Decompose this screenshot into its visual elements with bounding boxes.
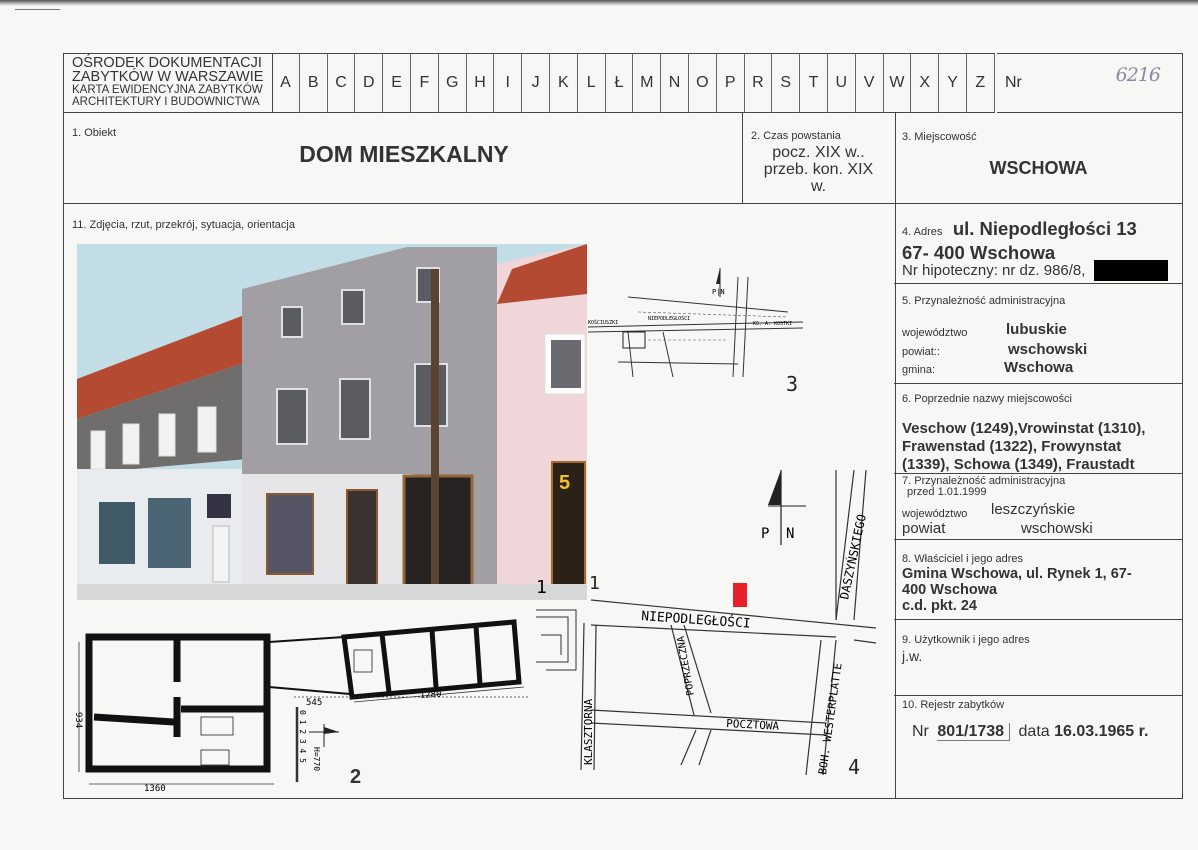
form-title-line2: ARCHITEKTURY I BUDOWNICTWA xyxy=(72,96,260,108)
letter-index-cell: D xyxy=(355,53,383,113)
svg-text:POPRZECZNA: POPRZECZNA xyxy=(675,635,697,697)
letter-index-cell: F xyxy=(411,53,439,113)
building-photo xyxy=(77,244,587,600)
address-label: 4. Adres xyxy=(902,226,943,238)
plan-number: 2 xyxy=(350,766,362,788)
creation-time-label: 2. Czas powstania xyxy=(751,130,841,142)
section-owner xyxy=(894,539,1183,620)
svg-text:1280: 1280 xyxy=(419,689,442,701)
svg-text:KLASZTORNA: KLASZTORNA xyxy=(582,698,595,765)
header-organization-cell xyxy=(63,53,273,113)
section-admin xyxy=(894,283,1183,384)
letter-index-cell: R xyxy=(745,53,773,113)
svg-text:0 1 2 3 4 5: 0 1 2 3 4 5 xyxy=(298,710,307,763)
section-user xyxy=(894,619,1183,696)
admin-label: 5. Przynależność administracyjna xyxy=(902,295,1066,307)
svg-text:H=770: H=770 xyxy=(312,747,321,772)
redacted-block xyxy=(1094,260,1168,281)
svg-text:5: 5 xyxy=(559,472,571,494)
letter-index-cell: B xyxy=(300,53,328,113)
former-names-line3: (1339), Schowa (1349), Fraustadt xyxy=(902,456,1135,473)
svg-text:DASZYŃSKIEGO: DASZYŃSKIEGO xyxy=(837,512,869,601)
letter-index-cell: H xyxy=(467,53,495,113)
owner-line1: Gmina Wschowa, ul. Rynek 1, 67- xyxy=(902,566,1132,582)
scan-edge-shadow xyxy=(0,0,1198,6)
letter-index-cell: X xyxy=(911,53,939,113)
letter-index-cell: L xyxy=(578,53,606,113)
section-object xyxy=(63,113,743,204)
admin-commune-value: Wschowa xyxy=(1004,359,1074,376)
object-label: 1. Obiekt xyxy=(72,127,117,139)
svg-text:N: N xyxy=(786,526,795,542)
svg-text:934: 934 xyxy=(73,712,83,729)
svg-text:KOŚCIUSZKI: KOŚCIUSZKI xyxy=(588,320,619,326)
admin-old-county-value: wschowski xyxy=(1021,520,1093,537)
large-map-number: 4 xyxy=(848,755,861,779)
register-date-value: 16.03.1965 r. xyxy=(1054,723,1149,740)
creation-time-line2: przeb. kon. XIX xyxy=(763,161,874,178)
admin-old-label: 7. Przynależność administracyjna xyxy=(902,475,1066,487)
svg-text:KS. A. KOSTKI: KS. A. KOSTKI xyxy=(753,321,793,327)
photos-label: 11. Zdjęcia, rzut, przekrój, sytuacja, orientacja xyxy=(72,219,295,231)
svg-text:BOH. WESTERPLATTE: BOH. WESTERPLATTE xyxy=(816,662,845,776)
letter-index-cell: J xyxy=(522,53,550,113)
admin-county-label: powiat:: xyxy=(902,346,940,358)
admin-commune-label: gmina: xyxy=(902,364,936,376)
card-number-label: Nr xyxy=(1005,74,1022,91)
locality-label: 3. Miejscowość xyxy=(902,131,977,143)
letter-index-cell: Ł xyxy=(606,53,634,113)
creation-time-line3: w. xyxy=(810,178,827,195)
letter-index-cell: C xyxy=(328,53,356,113)
locality-value: WSCHOWA xyxy=(989,158,1088,178)
owner-label: 8. Właściciel i jego adres xyxy=(902,553,1024,565)
register-nr-prefix: Nr xyxy=(912,723,929,740)
user-value: j.w. xyxy=(902,648,923,664)
photo-number: 1 xyxy=(589,573,600,594)
owner-line3: c.d. pkt. 24 xyxy=(902,598,977,614)
register-date-prefix: data xyxy=(1018,723,1050,740)
svg-text:POCZTOWA: POCZTOWA xyxy=(725,717,780,733)
admin-old-voivodeship-value: leszczyńskie xyxy=(991,501,1076,518)
object-value: DOM MIESZKALNY xyxy=(299,141,509,167)
admin-old-county-label: powiat xyxy=(902,520,946,537)
letter-index-cell: T xyxy=(800,53,828,113)
admin-voivodeship-label: województwo xyxy=(902,327,968,339)
org-name-line1: OŚRODEK DOKUMENTACJI xyxy=(72,55,262,71)
section-register xyxy=(894,695,1183,799)
form-title-line1: KARTA EWIDENCYJNA ZABYTKÓW xyxy=(72,84,263,96)
section-locality xyxy=(894,113,1183,204)
letter-index-cell: Z xyxy=(967,53,995,113)
section-address xyxy=(894,202,1183,284)
scan-mark xyxy=(15,9,60,10)
section-creation-time xyxy=(741,113,896,204)
small-situation-map xyxy=(588,262,808,402)
svg-text:NIEPODLEGŁOŚCI: NIEPODLEGŁOŚCI xyxy=(648,316,691,322)
letter-index-cell: P xyxy=(717,53,745,113)
admin-old-date: przed 1.01.1999 xyxy=(907,486,987,498)
letter-index-cell: Y xyxy=(939,53,967,113)
svg-text:545: 545 xyxy=(306,698,323,708)
small-map-number: 3 xyxy=(786,372,799,396)
address-street: ul. Niepodległości 13 xyxy=(952,218,1137,239)
section-admin-before-1999 xyxy=(894,473,1183,540)
user-label: 9. Użytkownik i jego adres xyxy=(902,634,1030,646)
letter-index-cell: N xyxy=(661,53,689,113)
letter-index-cell: K xyxy=(550,53,578,113)
svg-text:1360: 1360 xyxy=(144,784,166,794)
svg-text:NIEPODLEGŁOŚCI: NIEPODLEGŁOŚCI xyxy=(640,609,752,632)
svg-text:P|N: P|N xyxy=(712,288,725,296)
former-names-line2: Frawenstad (1322), Frowynstat xyxy=(902,438,1122,455)
former-names-label: 6. Poprzednie nazwy miejscowości xyxy=(902,393,1072,405)
register-nr-value: 801/1738 xyxy=(937,723,1010,741)
letter-index-cell: O xyxy=(689,53,717,113)
letter-index-cell: E xyxy=(383,53,411,113)
former-names-line1: Veschow (1249),Vrowinstat (1310), xyxy=(902,420,1146,437)
letter-index-cell: W xyxy=(884,53,912,113)
letter-index-cell: U xyxy=(828,53,856,113)
letter-index-cell: V xyxy=(856,53,884,113)
admin-county-value: wschowski xyxy=(1008,341,1088,358)
org-name-line2: ZABYTKÓW W WARSZAWIE xyxy=(72,69,264,85)
admin-voivodeship-value: lubuskie xyxy=(1006,321,1067,338)
card-number-cell xyxy=(997,53,1183,113)
letter-index-cell: S xyxy=(772,53,800,113)
letter-index-cell: M xyxy=(633,53,661,113)
letter-index-cell: I xyxy=(494,53,522,113)
owner-line2: 400 Wschowa xyxy=(902,582,998,598)
large-situation-map xyxy=(536,465,891,785)
admin-old-voivodeship-label: województwo xyxy=(902,508,968,520)
letter-index-cell: G xyxy=(439,53,467,113)
section-former-names xyxy=(894,383,1183,474)
mortgage-number: Nr hipoteczny: nr dz. 986/8, xyxy=(902,262,1086,279)
letter-index-cell: A xyxy=(272,53,300,113)
svg-text:P: P xyxy=(761,526,770,542)
card-number-handwritten: 6216 xyxy=(1115,64,1160,86)
letter-index-row xyxy=(272,53,995,113)
svg-text:1: 1 xyxy=(536,577,547,598)
floor-plan xyxy=(64,612,529,797)
register-label: 10. Rejestr zabytków xyxy=(902,699,1005,711)
address-city: 67- 400 Wschowa xyxy=(902,242,1056,263)
creation-time-line1: pocz. XIX w.. xyxy=(772,144,865,161)
